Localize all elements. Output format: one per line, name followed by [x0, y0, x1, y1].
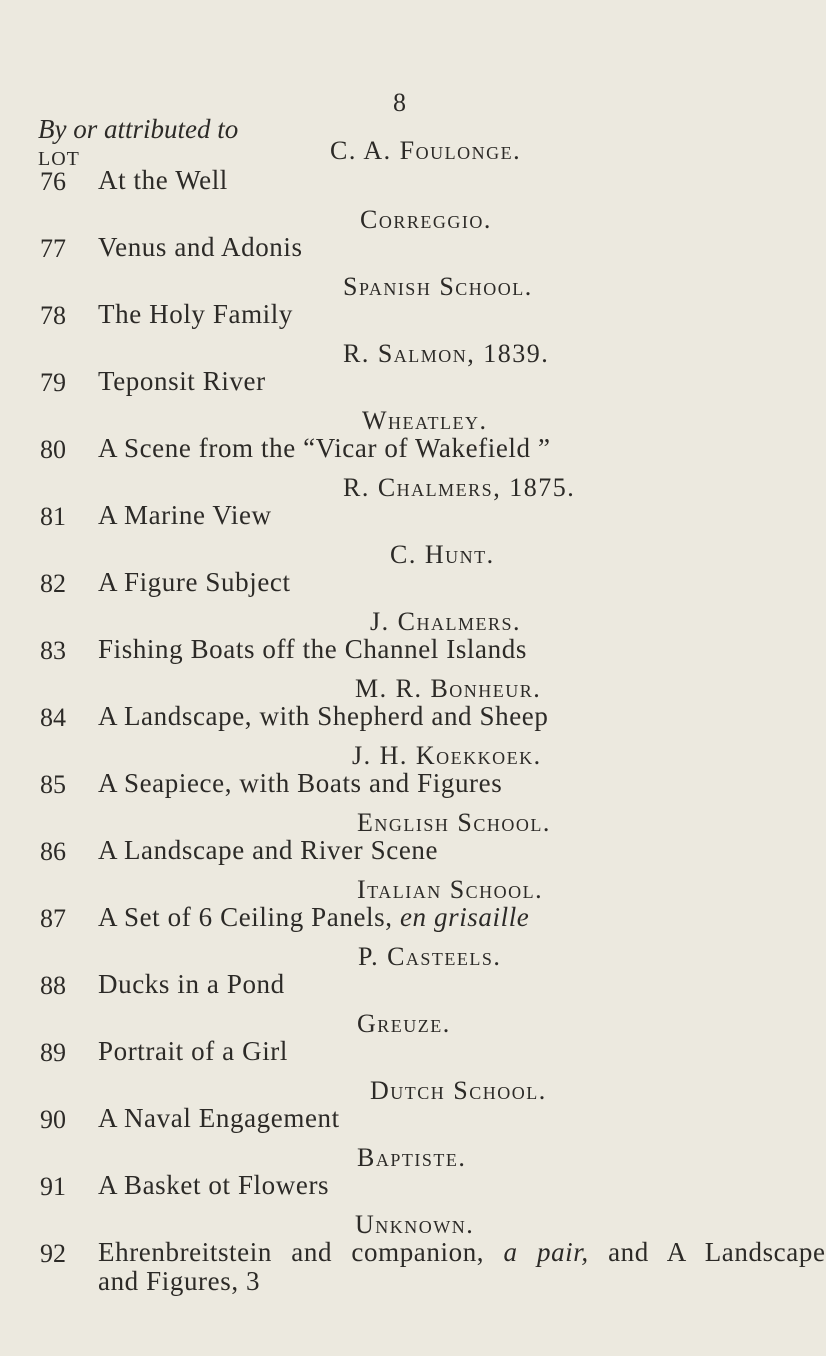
lot-artist: J. Chalmers.: [370, 607, 521, 636]
lot-number: 78: [40, 301, 66, 330]
page-number: 8: [393, 88, 406, 117]
lot-number: 85: [40, 770, 66, 799]
section-heading: By or attributed to: [38, 114, 239, 144]
lot-artist: Italian School.: [357, 875, 544, 904]
lot-title: A Landscape and River Scene: [98, 835, 439, 865]
lot-artist: Wheatley.: [362, 406, 488, 435]
lot-title: At the Well: [98, 165, 228, 195]
lot-artist: R. Chalmers, 1875.: [343, 473, 576, 502]
lot-title-italic: en grisaille: [399, 902, 530, 932]
lot-title: A Marine View: [98, 500, 272, 530]
lot-number: 82: [40, 569, 66, 598]
lot-title: A Basket ot Flowers: [98, 1170, 330, 1200]
lot-title: A Naval Engagement: [98, 1103, 340, 1133]
lot-title: The Holy Family: [98, 299, 293, 329]
lot-number: 86: [40, 837, 66, 866]
lot-artist: Baptiste.: [357, 1143, 467, 1172]
lot-title-continued: and Figures, 3: [98, 1266, 261, 1296]
lot-title: Portrait of a Girl: [98, 1036, 289, 1066]
lot-title: Ehrenbreitstein and companion, a pair, and A Landscape: [98, 1237, 826, 1267]
lot-number: 76: [40, 167, 66, 196]
lot-number: 87: [40, 904, 66, 933]
lot-number: 84: [40, 703, 66, 732]
lot-title-italic: a pair,: [503, 1237, 589, 1267]
lot-artist: Greuze.: [357, 1009, 451, 1038]
lot-artist: R. Salmon, 1839.: [343, 339, 550, 368]
lot-number: 92: [40, 1239, 66, 1268]
lot-title: Fishing Boats off the Channel Islands: [98, 634, 527, 664]
lot-title: Ducks in a Pond: [98, 969, 285, 999]
lot-title: Teponsit River: [98, 366, 266, 396]
lot-title: A Set of 6 Ceiling Panels, en grisaille: [98, 902, 530, 932]
lot-artist: Correggio.: [360, 205, 492, 234]
lot-artist: P. Casteels.: [358, 942, 502, 971]
lot-title: A Figure Subject: [98, 567, 291, 597]
lot-artist: M. R. Bonheur.: [355, 674, 542, 703]
lot-number: 88: [40, 971, 66, 1000]
lot-artist: Dutch School.: [370, 1076, 547, 1105]
lot-artist: Spanish School.: [343, 272, 533, 301]
lot-title: A Landscape, with Shepherd and Sheep: [98, 701, 549, 731]
lot-artist: Unknown.: [355, 1210, 475, 1239]
lot-number: 83: [40, 636, 66, 665]
lot-artist: J. H. Koekkoek.: [352, 741, 542, 770]
lot-number: 89: [40, 1038, 66, 1067]
lot-artist: C. Hunt.: [390, 540, 495, 569]
lot-number: 81: [40, 502, 66, 531]
lot-number: 79: [40, 368, 66, 397]
lot-title: A Scene from the “Vicar of Wakefield ”: [98, 433, 551, 463]
lot-number: 91: [40, 1172, 66, 1201]
lot-artist: C. A. Foulonge.: [330, 136, 522, 165]
lot-number: 90: [40, 1105, 66, 1134]
lot-column-header: LOT: [38, 148, 80, 170]
lot-title: A Seapiece, with Boats and Figures: [98, 768, 503, 798]
lot-artist: English School.: [357, 808, 551, 837]
lot-number: 80: [40, 435, 66, 464]
lot-number: 77: [40, 234, 66, 263]
lot-title: Venus and Adonis: [98, 232, 303, 262]
